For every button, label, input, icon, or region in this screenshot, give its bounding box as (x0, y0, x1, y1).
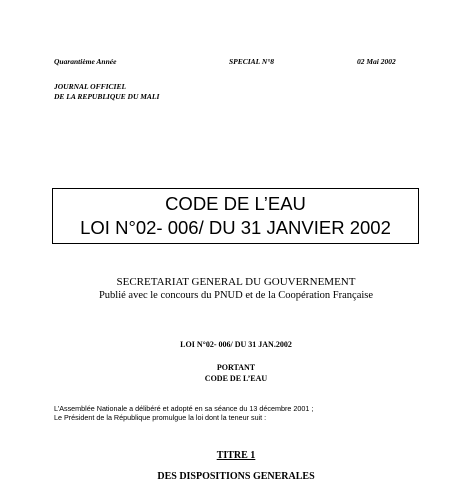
law-portant: PORTANT (216, 363, 256, 372)
title-loi-reference: LOI N°02- 006/ DU 31 JANVIER 2002 (80, 217, 391, 238)
header-year: Quarantième Année (54, 57, 117, 66)
title-code-de-l-eau: CODE DE L’EAU (165, 193, 306, 214)
secretariat-general: SECRETARIAT GENERAL DU GOUVERNEMENT (116, 276, 356, 288)
journal-title-line2: DE LA REPUBLIQUE DU MALI (54, 92, 160, 101)
titre-heading: TITRE 1 (216, 450, 256, 461)
law-code-name: CODE DE L’EAU (204, 374, 268, 383)
journal-title-line1: JOURNAL OFFICIEL (54, 82, 127, 91)
title-box (52, 188, 419, 244)
publication-note: Publié avec le concours du PNUD et de la Coopération Française (98, 290, 374, 301)
header-date: 02 Mai 2002 (357, 57, 396, 66)
law-reference: LOI N°02- 006/ DU 31 JAN.2002 (180, 340, 292, 349)
body-paragraph-line2: Le Président de la République promulgue la loi dont la teneur suit : (54, 413, 267, 422)
body-paragraph-line1: L’Assemblée Nationale a délibéré et adopté en sa séance du 13 décembre 2001 ; (54, 404, 314, 413)
titre-subtitle: DES DISPOSITIONS GENERALES (157, 471, 315, 482)
header-special-number: SPECIAL N°8 (229, 57, 275, 66)
